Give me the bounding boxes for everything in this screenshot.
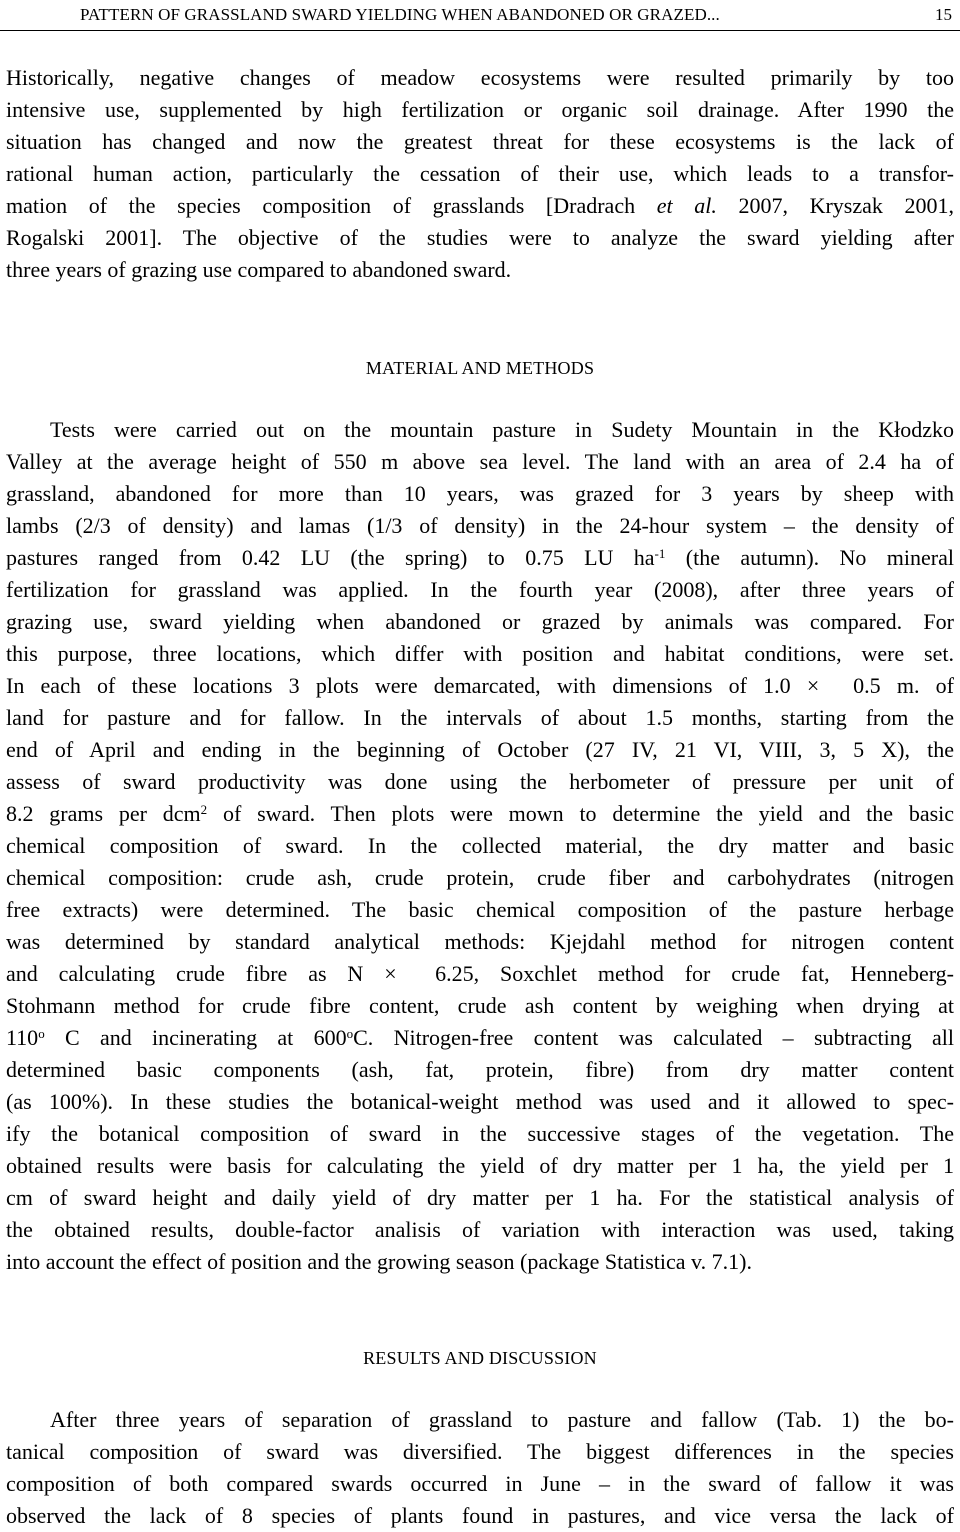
multiplication-sign: × [384, 961, 397, 986]
text-segment: C and incinerating at 600 [65, 1025, 347, 1050]
text-segment: 6.25, Soxchlet method for crude fat, Henneberg- [435, 961, 955, 986]
text-segment: pastures ranged from 0.42 LU (the spring) to 0.75 LU ha [6, 545, 655, 570]
text-segment: In each of these locations 3 plots were demarcated, with dimensions of 1.0 [6, 673, 791, 698]
text-line [6, 670, 954, 702]
text-segment: of sward. Then plots were mown to determine the yield and the basic [222, 801, 955, 826]
text-segment: C. Nitrogen-free content was calculated – subtracting all [353, 1025, 954, 1050]
text-line: observed the lack of 8 species of plants found in pastures, and vice versa the lack of [6, 1503, 954, 1528]
text-segment: 8.2 grams per dcm [6, 801, 201, 826]
text-line: intensive use, supplemented by high fertilization or organic soil drainage. After 1990 the [6, 97, 954, 122]
superscript: 2 [200, 801, 208, 817]
text-line: grazing use, sward yielding when abandoned or grazed by animals was compared. For [6, 609, 954, 634]
text-line: three years of grazing use compared to abandoned sward. [6, 257, 512, 282]
page-number: 15 [935, 5, 952, 24]
running-title: PATTERN OF GRASSLAND SWARD YIELDING WHEN ABANDONED OR GRAZED... [80, 5, 720, 24]
text-line: determined basic components (ash, fat, protein, fibre) from dry matter content [6, 1057, 954, 1082]
text-segment: (the autumn). No mineral [685, 545, 954, 570]
superscript: -1 [654, 545, 666, 561]
text-line: end of April and ending in the beginning of October (27 IV, 21 VI, VIII, 3, 5 X), the [6, 737, 954, 762]
text-line [6, 190, 954, 222]
text-line: Valley at the average height of 550 m above sea level. The land with an area of 2.4 ha of [6, 449, 954, 474]
text-line: cm of sward height and daily yield of dry matter per 1 ha. For the statistical analysis of [6, 1185, 954, 1210]
text-line: chemical composition: crude ash, crude protein, crude fiber and carbohydrates (nitrogen [6, 865, 954, 890]
text-line: land for pasture and for fallow. In the intervals of about 1.5 months, starting from the [6, 705, 954, 730]
text-line: Rogalski 2001]. The objective of the studies were to analyze the sward yielding after [6, 225, 954, 250]
text-line: was determined by standard analytical methods: Kjejdahl method for nitrogen content [6, 929, 954, 954]
text-line: obtained results were basis for calculating the yield of dry matter per 1 ha, the yield per 1 [6, 1153, 954, 1178]
text-line [6, 798, 954, 830]
text-line: the obtained results, double-factor analisis of variation with interaction was used, taking [6, 1217, 954, 1242]
text-line: situation has changed and now the greatest threat for these ecosystems is the lack of [6, 129, 954, 154]
text-line: Historically, negative changes of meadow ecosystems were resulted primarily by too [6, 65, 954, 90]
text-line: Stohmann method for crude fibre content, crude ash content by weighing when drying at [6, 993, 954, 1018]
text-line: rational human action, particularly the cessation of their use, which leads to a transfor- [6, 161, 954, 186]
text-segment: mation of the species composition of grasslands [Dradrach [6, 193, 636, 218]
text-line: composition of both compared swards occurred in June – in the sward of fallow it was [6, 1471, 954, 1496]
text-line: lambs (2/3 of density) and lamas (1/3 of density) in the 24-hour system – the density of [6, 513, 954, 538]
text-segment: 2007, Kryszak 2001, [738, 193, 954, 218]
text-line: Tests were carried out on the mountain pasture in Sudety Mountain in the Kłodzko [50, 417, 954, 442]
text-line [6, 542, 954, 574]
text-line: grassland, abandoned for more than 10 years, was grazed for 3 years by sheep with [6, 481, 954, 506]
superscript: o [346, 1025, 354, 1041]
superscript: o [38, 1025, 45, 1041]
text-line: chemical composition of sward. In the collected material, the dry matter and basic [6, 833, 954, 858]
citation-et-al: et al. [656, 193, 717, 218]
running-header [0, 0, 960, 31]
text-line: into account the effect of position and the growing season (package Statistica v. 7.1). [6, 1249, 752, 1274]
text-line: assess of sward productivity was done using the herbometer of pressure per unit of [6, 769, 954, 794]
text-line: fertilization for grassland was applied. In the fourth year (2008), after three years of [6, 577, 954, 602]
text-segment: 0.5 m. of [853, 673, 954, 698]
text-line: After three years of separation of grassland to pasture and fallow (Tab. 1) the bo- [50, 1407, 954, 1432]
text-line: free extracts) were determined. The basic chemical composition of the pasture herbage [6, 897, 954, 922]
text-segment: and calculating crude fibre as N [6, 961, 364, 986]
section-heading-methods: MATERIAL AND METHODS [365, 358, 595, 378]
text-line [6, 958, 954, 990]
text-line: tanical composition of sward was diversified. The biggest differences in the species [6, 1439, 954, 1464]
text-line: ify the botanical composition of sward in the successive stages of the vegetation. The [6, 1121, 954, 1146]
text-line: this purpose, three locations, which differ with position and habitat conditions, were set. [6, 641, 954, 666]
multiplication-sign: × [806, 673, 820, 698]
section-heading-results: RESULTS AND DISCUSSION [363, 1348, 597, 1368]
text-line: (as 100%). In these studies the botanical-weight method was used and it allowed to spec- [6, 1089, 954, 1114]
text-line [6, 1022, 954, 1054]
text-segment: 110 [6, 1025, 39, 1050]
